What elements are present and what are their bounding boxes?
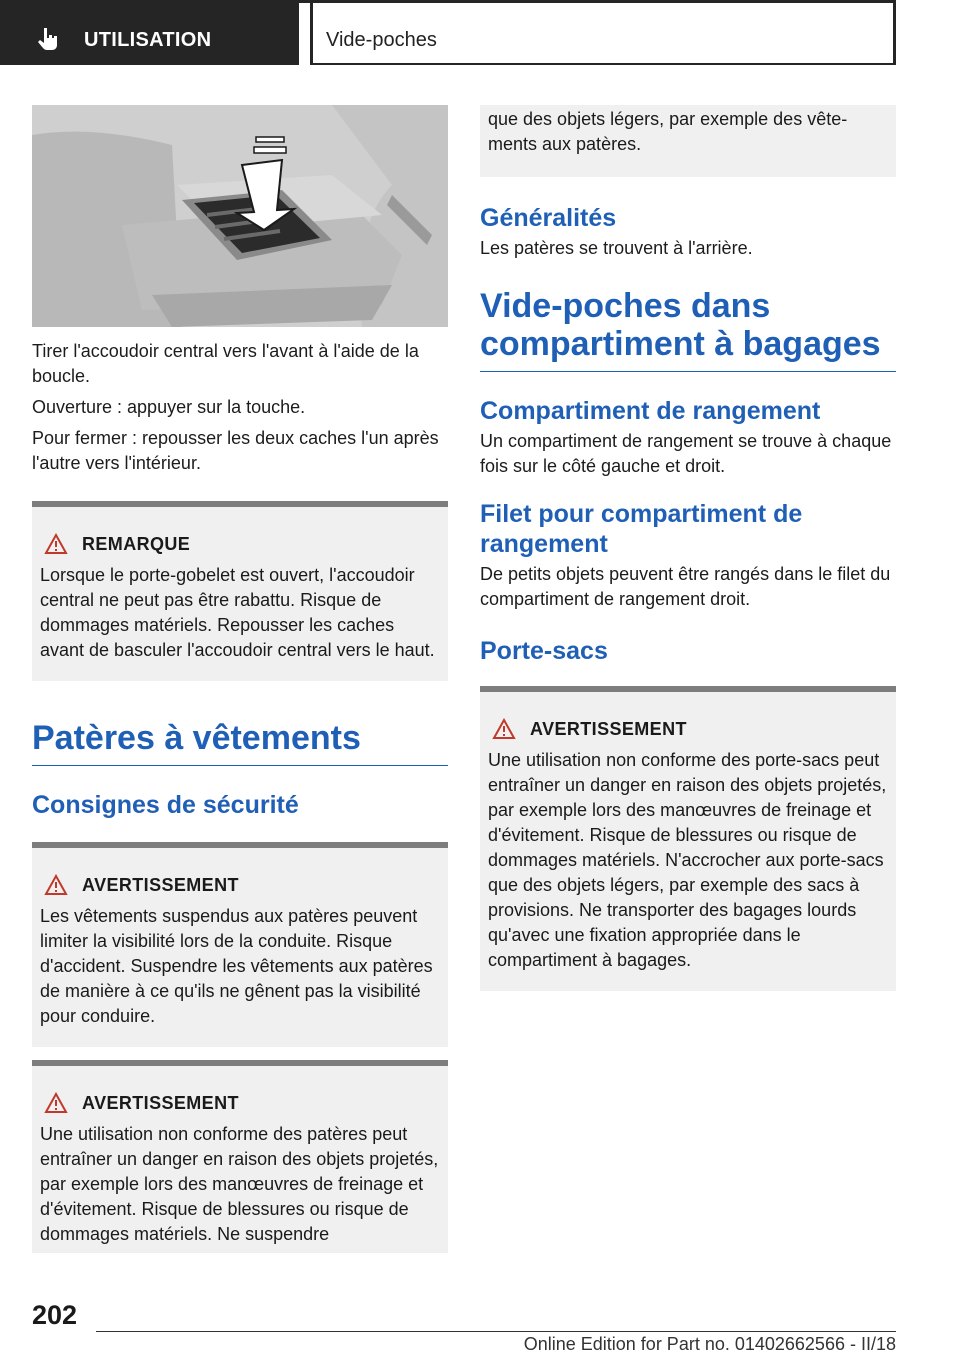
note-title: REMARQUE bbox=[82, 533, 191, 554]
warning-triangle-icon bbox=[492, 718, 516, 740]
section-title: Vide-poches bbox=[326, 29, 437, 51]
warning-body: Les vêtements suspendus aux patères peuvent limiter la visibilité lors de la conduite. Risque d'accident. Suspendre les vêtements aux patères de manière à ce qu'ils ne gênent pas la visibilité pour conduire. bbox=[40, 906, 433, 1026]
page-number: 202 bbox=[32, 1300, 78, 1330]
header-rule bbox=[310, 63, 896, 65]
note-body: Lorsque le porte-gobelet est ouvert, l'accoudoir central ne peut pas être rabattu. Risque de dommages matériels. Repousser les caches avant de basculer l'accoudoir central vers le haut. bbox=[40, 565, 435, 660]
warning-box bbox=[480, 686, 896, 991]
subsection-heading: Consignes de sécurité bbox=[32, 791, 299, 819]
paragraph: Les patères se trouvent à l'arrière. bbox=[480, 238, 753, 258]
warning-body: Une utilisation non conforme des patères peut entraîner un danger en raison des objets projetés, par exemple lors des manœuvres de freinage et d'évitement. Risque de blessures ou risque de dommages matériels. Ne suspendre bbox=[40, 1124, 439, 1244]
warning-title: AVERTISSEMENT bbox=[82, 1092, 239, 1113]
warning-title: AVERTISSEMENT bbox=[530, 718, 687, 739]
subsection-heading: Filet pour compartiment de rangement bbox=[480, 500, 803, 558]
header-divider bbox=[310, 0, 313, 65]
left-column bbox=[32, 105, 448, 1253]
caption-line: Ouverture : appuyer sur la touche. bbox=[32, 397, 306, 417]
right-column bbox=[480, 105, 896, 991]
warning-triangle-icon bbox=[44, 874, 68, 896]
footer-rule bbox=[96, 1331, 896, 1332]
warning-body: que des objets légers, par exemple des vêtements aux patères. bbox=[488, 109, 848, 154]
warning-box-continued bbox=[480, 105, 896, 177]
paragraph: De petits objets peuvent être rangés dans le filet du compartiment de rangement droit. bbox=[480, 564, 891, 609]
subsection-heading: Porte-sacs bbox=[480, 637, 608, 665]
warning-box bbox=[32, 842, 448, 1047]
section-heading: Vide-poches dans compartiment à bagages bbox=[480, 287, 896, 372]
note-box bbox=[32, 501, 448, 681]
chapter-tab-label: UTILISATION bbox=[84, 29, 212, 51]
subsection-heading: Compartiment de rangement bbox=[480, 397, 821, 425]
edition-note: Online Edition for Part no. 01402662566 - II/18 bbox=[523, 1334, 896, 1354]
chapter-tab[interactable] bbox=[0, 0, 299, 65]
paragraph: Un compartiment de rangement se trouve à chaque fois sur le côté gauche et droit. bbox=[480, 431, 892, 476]
warning-triangle-icon bbox=[44, 533, 68, 555]
warning-triangle-icon bbox=[44, 1092, 68, 1114]
header-divider bbox=[893, 0, 896, 65]
warning-box bbox=[32, 1060, 448, 1253]
armrest-photo bbox=[32, 105, 448, 327]
section-heading: Patères à vêtements bbox=[32, 719, 448, 766]
caption-line: Tirer l'accoudoir central vers l'avant à l'aide de la boucle. bbox=[32, 341, 419, 386]
caption-line: Pour fermer : repousser les deux caches l'un après l'autre vers l'intérieur. bbox=[32, 428, 439, 473]
header-rule bbox=[299, 0, 896, 3]
hand-pointer-icon bbox=[38, 27, 60, 51]
warning-title: AVERTISSEMENT bbox=[82, 874, 239, 895]
subsection-heading: Généralités bbox=[480, 204, 617, 232]
warning-body: Une utilisation non conforme des porte-sacs peut entraîner un danger en raison des objets projetés, par exemple lors des manœuvres de freinage et d'évitement. Risque de blessures ou risque de dommages matériels. N'accrocher aux porte-sacs que des objets légers, par exemple des sacs à provisions. Ne transporter des bagages lourds qu'avec une fixation appropriée dans le compartiment à bagages. bbox=[488, 750, 887, 970]
